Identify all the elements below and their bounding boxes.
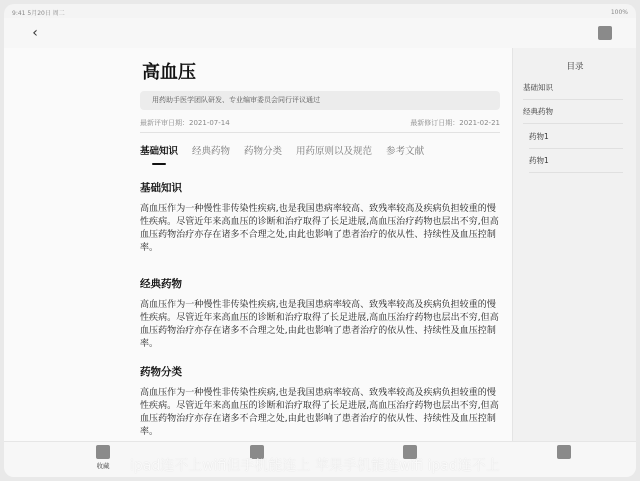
section-classic-drugs — [140, 276, 500, 351]
review-date: 最新评审日期：2021-07-14 — [140, 119, 230, 127]
section-basics — [140, 180, 500, 255]
toc-item-drug-1b[interactable]: 药物1 — [529, 149, 623, 173]
chevron-left-icon: ‹ — [32, 25, 38, 41]
favorite-button[interactable] — [88, 445, 118, 475]
nav-icon-4 — [557, 445, 571, 459]
nav-button-4[interactable] — [549, 445, 579, 475]
favorite-label: 收藏 — [96, 462, 110, 470]
nav-icon-3 — [403, 445, 417, 459]
article-content — [140, 48, 500, 441]
menu-icon[interactable] — [598, 26, 612, 40]
article-panel — [4, 48, 512, 441]
section-body: 高血压作为一种慢性非传染性疾病,也是我国患病率较高、致残率较高及疾病负担较重的慢性疾病。尽管近年来高血压的诊断和治疗取得了长足进展,高血压治疗药物也层出不穷,但高血压药物治疗亦存在诸多不合理之处,由此也影响了患者治疗的依从性、持续性及血压控制率。 — [140, 204, 499, 253]
status-bar — [12, 6, 628, 18]
date-row — [140, 118, 500, 130]
nav-button-3[interactable] — [395, 445, 425, 475]
toc-item-basics[interactable]: 基础知识 — [523, 76, 623, 100]
toc-sidebar — [512, 48, 636, 441]
app-window — [4, 4, 636, 477]
divider — [140, 132, 500, 133]
section-heading: 经典药物 — [140, 278, 182, 290]
toc-item-drug-1[interactable]: 药物1 — [529, 125, 623, 149]
section-body: 高血压作为一种慢性非传染性疾病,也是我国患病率较高、致残率较高及疾病负担较重的慢性疾病。尽管近年来高血压的诊断和治疗取得了长足进展,高血压治疗药物也层出不穷,但高血压药物治疗亦存在诸多不合理之处,由此也影响了患者治疗的依从性、持续性及血压控制率。 — [140, 300, 499, 349]
status-battery: 100% — [610, 8, 628, 16]
page-title: 高血压 — [142, 62, 196, 83]
tab-classic-drugs[interactable]: 经典药物 — [192, 146, 231, 157]
toc-title: 目录 — [566, 62, 584, 72]
bottom-nav — [4, 441, 636, 477]
tab-basics[interactable]: 基础知识 — [140, 143, 178, 161]
tab-references[interactable]: 参考文献 — [386, 146, 425, 157]
section-tabs — [140, 143, 438, 161]
nav-button-2[interactable] — [242, 445, 272, 475]
tab-medication-principles[interactable]: 用药原则以及规范 — [296, 146, 373, 157]
watermark-text: ipad连不上wifi但手机能连上 苹果手机能连wifi ipad连不上 — [130, 458, 500, 474]
top-bar — [4, 18, 636, 48]
revision-date: 最新修订日期：2021-02-21 — [410, 119, 500, 127]
favorite-icon — [96, 445, 110, 459]
back-button[interactable] — [26, 24, 44, 42]
toc-item-classic-drugs[interactable]: 经典药物 — [523, 100, 623, 124]
section-heading: 药物分类 — [140, 366, 182, 378]
tab-drug-classes[interactable]: 药物分类 — [244, 146, 283, 157]
section-drug-classes — [140, 364, 500, 439]
section-heading: 基础知识 — [140, 182, 182, 194]
section-body: 高血压作为一种慢性非传染性疾病,也是我国患病率较高、致残率较高及疾病负担较重的慢性疾病。尽管近年来高血压的诊断和治疗取得了长足进展,高血压治疗药物也层出不穷,但高血压药物治疗亦存在诸多不合理之处,由此也影响了患者治疗的依从性、持续性及血压控制率。 — [140, 388, 499, 437]
nav-icon-2 — [250, 445, 264, 459]
review-notice: 用药助手医学团队研发、专业编审委员会同行评议通过 — [140, 91, 500, 110]
status-time: 9:41 5月20日 周二 — [12, 9, 65, 17]
